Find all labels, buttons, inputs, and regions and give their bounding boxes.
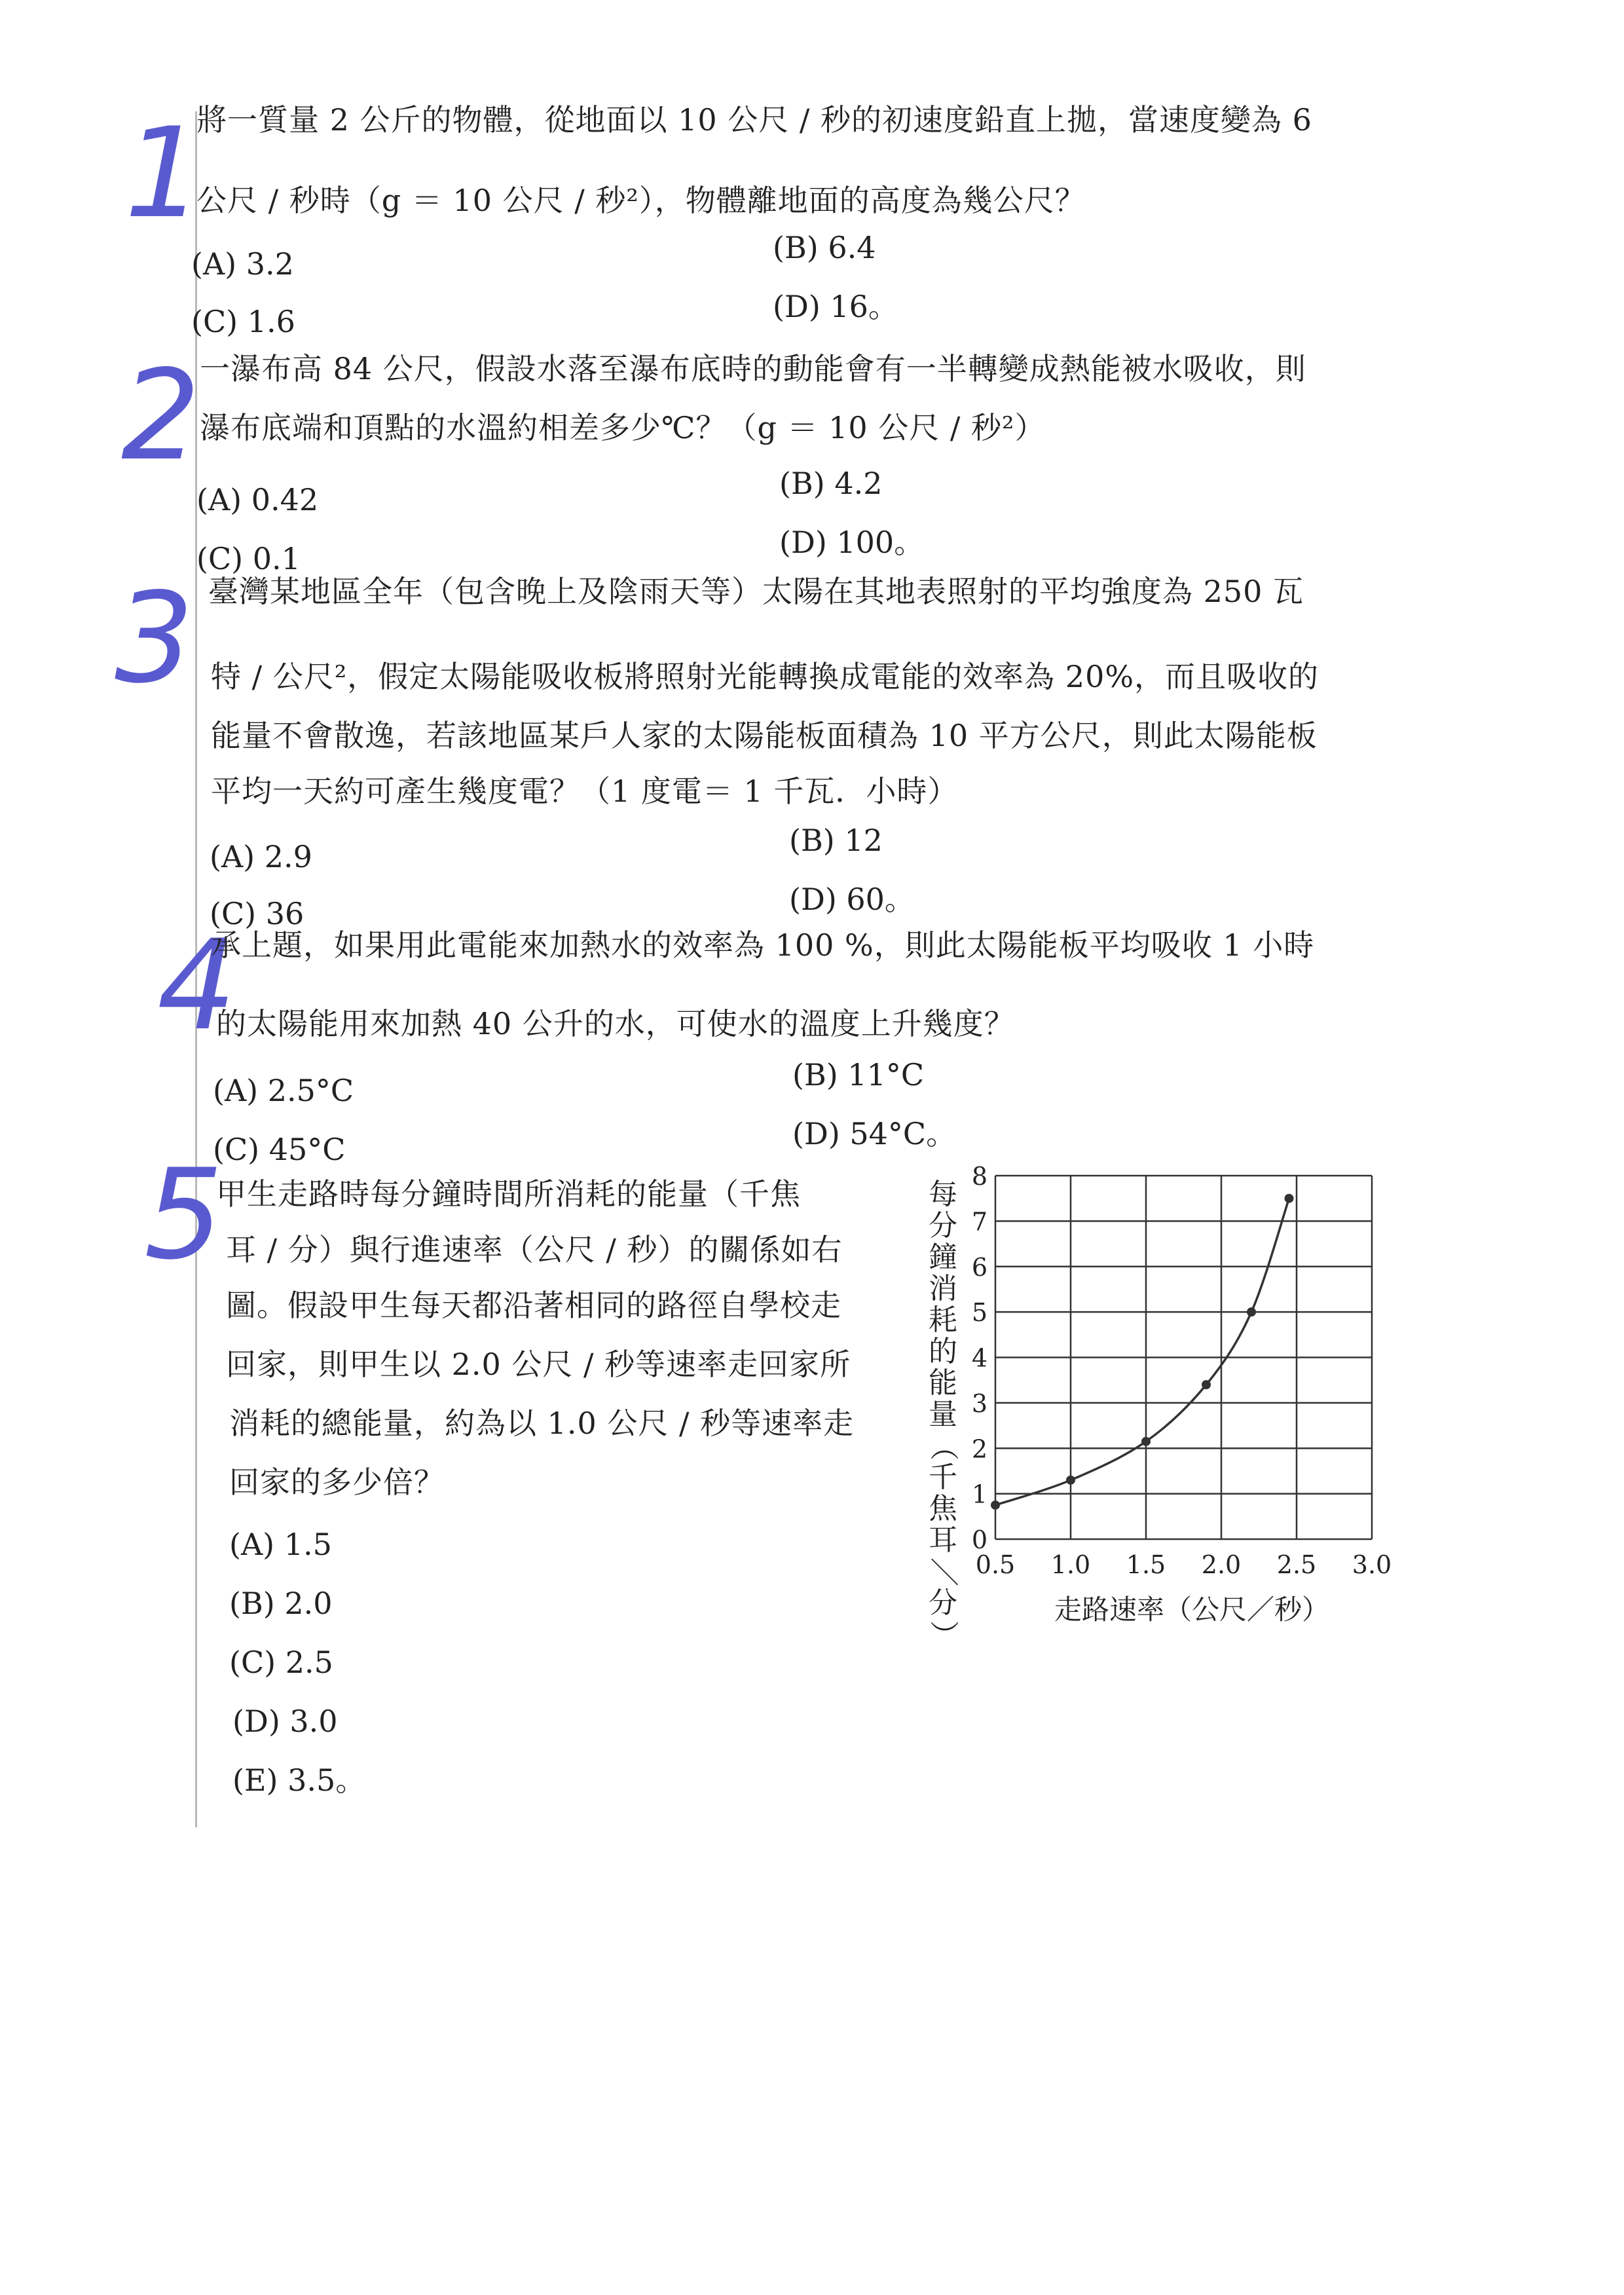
- y-axis-label-char: 分: [929, 1586, 957, 1620]
- q1-option-d: (D) 16。: [773, 289, 898, 324]
- q2-line-1: 一瀑布高 84 公尺，假設水落至瀑布底時的動能會有一半轉變成熱能被水吸收，則: [200, 351, 1306, 386]
- data-point: [1066, 1476, 1075, 1485]
- q2-option-b: (B) 4.2: [779, 466, 883, 501]
- q3-line-3: 能量不會散逸，若該地區某戶人家的太陽能板面積為 10 平方公尺，則此太陽能板: [211, 718, 1318, 753]
- chart-x-axis-label: 走路速率（公尺／秒）: [1054, 1594, 1330, 1626]
- q5-line-2: 耳 / 分）與行進速率（公尺 / 秒）的關係如右: [226, 1232, 843, 1267]
- data-point: [1202, 1380, 1211, 1389]
- q1-option-a: (A) 3.2: [191, 246, 294, 282]
- y-tick-label: 2: [971, 1434, 987, 1464]
- handwritten-number-3: 3: [115, 566, 194, 711]
- y-axis-label-char: 的: [929, 1335, 957, 1368]
- q3-line-4: 平均一天約可產生幾度電？（1 度電＝ 1 千瓦．小時）: [211, 774, 959, 809]
- x-tick-label: 2.0: [1201, 1550, 1242, 1579]
- q1-option-c: (C) 1.6: [191, 304, 295, 339]
- y-tick-label: 5: [971, 1298, 987, 1328]
- x-tick-label: 1.5: [1126, 1550, 1166, 1579]
- y-axis-label-char: 消: [929, 1272, 957, 1305]
- y-axis-label-char: 每: [929, 1178, 957, 1211]
- y-axis-label-char: 焦: [929, 1492, 957, 1525]
- q3-line-2: 特 / 公尺²，假定太陽能吸收板將照射光能轉換成電能的效率為 20%，而且吸收的: [211, 659, 1320, 694]
- q4-line-2: 的太陽能用來加熱 40 公升的水，可使水的溫度上升幾度？: [216, 1006, 1015, 1041]
- q3-option-a: (A) 2.9: [210, 839, 312, 874]
- y-tick-label: 0: [971, 1525, 987, 1554]
- data-point: [991, 1501, 1000, 1510]
- q4-option-d: (D) 54°C。: [792, 1116, 957, 1151]
- y-axis-label-char: 千: [929, 1461, 957, 1494]
- handwritten-number-4: 4: [157, 913, 236, 1058]
- q1-line-2: 公尺 / 秒時（g ＝ 10 公尺 / 秒²），物體離地面的高度為幾公尺？: [196, 183, 1086, 218]
- y-tick-label: 4: [971, 1343, 987, 1373]
- q3-option-c: (C) 36: [210, 896, 304, 931]
- y-axis-label-char: 耳: [929, 1523, 957, 1557]
- y-axis-label-char: 鐘: [929, 1241, 957, 1274]
- q2-option-c: (C) 0.1: [196, 541, 301, 576]
- q5-line-6: 回家的多少倍？: [229, 1465, 445, 1500]
- y-tick-label: 1: [971, 1480, 987, 1509]
- q3-line-1: 臺灣某地區全年（包含晚上及陰雨天等）太陽在其地表照射的平均強度為 250 瓦: [208, 574, 1304, 609]
- q5-option-c: (C) 2.5: [229, 1645, 333, 1680]
- handwritten-number-5: 5: [144, 1142, 223, 1287]
- q4-option-b: (B) 11°C: [792, 1057, 925, 1092]
- y-tick-label: 3: [971, 1389, 987, 1418]
- y-axis-label-char: （: [927, 1432, 960, 1461]
- y-tick-label: 6: [971, 1252, 987, 1282]
- q2-option-d: (D) 100。: [779, 525, 925, 560]
- q3-option-d: (D) 60。: [789, 882, 915, 917]
- q5-line-4: 回家，則甲生以 2.0 公尺 / 秒等速率走回家所: [226, 1347, 851, 1382]
- q1-line-1: 將一質量 2 公斤的物體，從地面以 10 公尺 / 秒的初速度鉛直上拋，當速度變為 6: [196, 102, 1312, 138]
- q5-line-5: 消耗的總能量，約為以 1.0 公尺 / 秒等速率走: [229, 1406, 855, 1441]
- x-tick-label: 0.5: [975, 1550, 1016, 1579]
- y-axis-label-char: ）: [927, 1620, 960, 1649]
- y-axis-label-char: 耗: [929, 1303, 957, 1337]
- x-tick-label: 2.5: [1276, 1550, 1317, 1579]
- q5-line-1: 甲生走路時每分鐘時間所消耗的能量（千焦: [216, 1176, 801, 1212]
- energy-speed-chart: [917, 1159, 1428, 1637]
- q5-option-a: (A) 1.5: [229, 1527, 332, 1562]
- handwritten-number-1: 1: [124, 101, 204, 246]
- x-tick-label: 3.0: [1352, 1550, 1392, 1579]
- y-axis-label-char: 量: [929, 1398, 957, 1431]
- q5-option-e: (E) 3.5。: [232, 1763, 366, 1798]
- y-axis-label-char: 能: [929, 1366, 957, 1400]
- q2-option-a: (A) 0.42: [196, 482, 319, 517]
- data-point: [1141, 1437, 1151, 1446]
- x-tick-label: 1.0: [1050, 1550, 1091, 1579]
- q5-line-3: 圖。假設甲生每天都沿著相同的路徑自學校走: [226, 1288, 841, 1323]
- q3-option-b: (B) 12: [789, 823, 883, 858]
- q5-option-b: (B) 2.0: [229, 1586, 333, 1621]
- q2-line-2: 瀑布底端和頂點的水溫約相差多少℃？（g ＝ 10 公尺 / 秒²）: [200, 410, 1046, 445]
- q4-line-1: 承上題，如果用此電能來加熱水的效率為 100 %，則此太陽能板平均吸收 1 小時: [211, 927, 1315, 963]
- chart-svg: [917, 1159, 1428, 1637]
- y-axis-label-char: ／: [927, 1558, 960, 1586]
- data-point: [1247, 1307, 1256, 1316]
- handwritten-number-2: 2: [121, 343, 200, 488]
- q4-option-a: (A) 2.5°C: [213, 1073, 354, 1108]
- y-axis-label-char: 分: [929, 1209, 957, 1242]
- y-tick-label: 7: [971, 1207, 987, 1237]
- data-point: [1285, 1194, 1294, 1203]
- q4-option-c: (C) 45°C: [213, 1132, 346, 1167]
- q5-option-d: (D) 3.0: [232, 1704, 338, 1739]
- q1-option-b: (B) 6.4: [773, 230, 876, 265]
- energy-curve: [995, 1199, 1289, 1505]
- y-tick-label: 8: [971, 1162, 987, 1191]
